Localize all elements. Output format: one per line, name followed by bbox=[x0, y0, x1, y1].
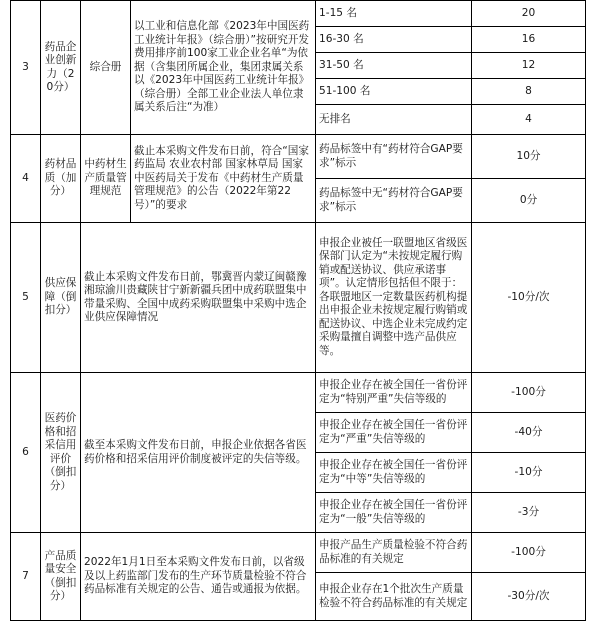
criterion-score: 10分 bbox=[472, 135, 586, 179]
row-item: 医药价格和招采信用评价（倒扣分） bbox=[41, 373, 81, 533]
criterion-score: 12 bbox=[472, 53, 586, 79]
criterion-text: 申报企业被任一联盟地区省级医保部门认定为“未按规定履行购销或配送协议、供应承诺事项”。认定情形包括但不限于：各联盟地区一定数量医药机构提出申报企业未按规定履行购销或配送协议、中选企业未完成约定采购量擅自调整中选产品供应等。 bbox=[316, 223, 472, 373]
row-index: 6 bbox=[11, 373, 41, 533]
row-index: 7 bbox=[11, 533, 41, 621]
table-row bbox=[11, 373, 586, 413]
row-subitem: 中药材生产质量管理规范 bbox=[81, 135, 131, 223]
row-description: 以工业和信息化部《2023年中国医药工业统计年报》（综合册）”按研究开发费用排序前100家工业企业名单“为依据（含集团所属企业，集团隶属关系以《2023年中国医药工业统计年报》（综合册）全部工业企业法人单位隶属关系后注“为准） bbox=[131, 1, 316, 135]
row-description: 截止本采购文件发布日前，符合“国家药监局 农业农村部 国家林草局 国家中医药局关于发布《中药材生产质量管理规范》的公告（2022年第22号）”的要求 bbox=[131, 135, 316, 223]
criterion-score: -10分/次 bbox=[472, 223, 586, 373]
row-item: 产品质量安全（倒扣分） bbox=[41, 533, 81, 621]
criterion-text: 药品标签中有“药材符合GAP要求”标示 bbox=[316, 135, 472, 179]
criterion-text: 1-15 名 bbox=[316, 1, 472, 27]
criterion-score: -100分 bbox=[472, 373, 586, 413]
criterion-score: -30分/次 bbox=[472, 573, 586, 621]
criterion-text: 申报企业存在被全国任一省份评定为“严重”失信等级的 bbox=[316, 413, 472, 453]
criterion-text: 31-50 名 bbox=[316, 53, 472, 79]
criterion-score: -100分 bbox=[472, 533, 586, 573]
row-description: 2022年1月1日至本采购文件发布日前，以省级及以上药监部门发布的生产环节质量检验不符合药品标准有关规定的公告、通告或通报为依据。 bbox=[81, 533, 316, 621]
criterion-score: -40分 bbox=[472, 413, 586, 453]
scoring-table bbox=[10, 0, 586, 621]
row-item: 药品企业创新力（20分） bbox=[41, 1, 81, 135]
criterion-score: 16 bbox=[472, 27, 586, 53]
table-row bbox=[11, 223, 586, 373]
criterion-score: -10分 bbox=[472, 453, 586, 493]
criterion-score: -3分 bbox=[472, 493, 586, 533]
table-row bbox=[11, 135, 586, 179]
row-index: 5 bbox=[11, 223, 41, 373]
row-description: 截至本采购文件发布日前，申报企业依据各省医药价格和招采信用评价制度被评定的失信等级。 bbox=[81, 373, 316, 533]
row-subitem: 综合册 bbox=[81, 1, 131, 135]
row-description: 截止本采购文件发布日前，鄂冀晋内蒙辽闽赣豫湘琼渝川贵藏陕甘宁新新疆兵团中成药联盟集中带量采购、全国中成药采购联盟集中采购中选企业供应保障情况 bbox=[81, 223, 316, 373]
row-item: 供应保障（倒扣分） bbox=[41, 223, 81, 373]
criterion-text: 药品标签中无“药材符合GAP要求”标示 bbox=[316, 179, 472, 223]
table-row bbox=[11, 1, 586, 27]
criterion-text: 51-100 名 bbox=[316, 79, 472, 105]
row-index: 3 bbox=[11, 1, 41, 135]
criterion-text: 申报产品生产质量检验不符合药品标准的有关规定 bbox=[316, 533, 472, 573]
table-row bbox=[11, 533, 586, 573]
criterion-text: 申报企业存在1个批次生产质量检验不符合药品标准的有关规定 bbox=[316, 573, 472, 621]
criterion-text: 无排名 bbox=[316, 105, 472, 135]
row-index: 4 bbox=[11, 135, 41, 223]
row-item: 药材品质（加分） bbox=[41, 135, 81, 223]
criterion-score: 20 bbox=[472, 1, 586, 27]
criterion-text: 申报企业存在被全国任一省份评定为“特别严重”失信等级的 bbox=[316, 373, 472, 413]
criterion-text: 16-30 名 bbox=[316, 27, 472, 53]
criterion-score: 0分 bbox=[472, 179, 586, 223]
criterion-score: 4 bbox=[472, 105, 586, 135]
criterion-text: 申报企业存在被全国任一省份评定为“一般”失信等级的 bbox=[316, 493, 472, 533]
criterion-text: 申报企业存在被全国任一省份评定为“中等”失信等级的 bbox=[316, 453, 472, 493]
criterion-score: 8 bbox=[472, 79, 586, 105]
